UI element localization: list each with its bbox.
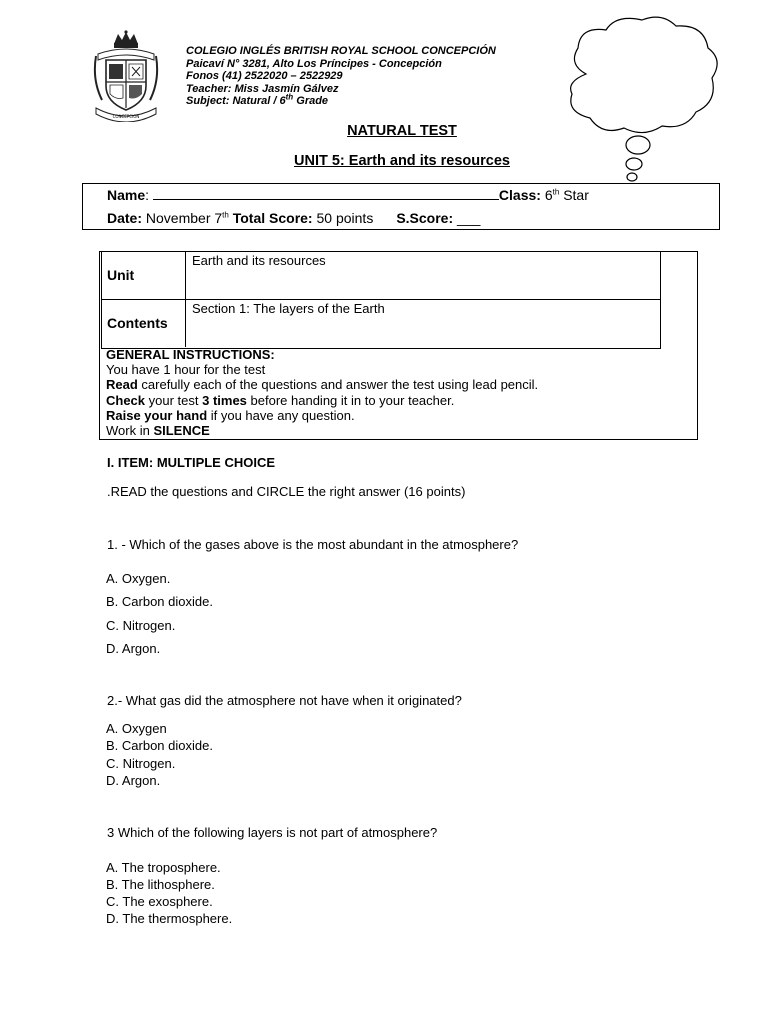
svg-text:CONCEPCION: CONCEPCION xyxy=(112,114,140,119)
q2-option-b[interactable]: B. Carbon dioxide. xyxy=(106,738,213,753)
q1-option-d[interactable]: D. Argon. xyxy=(106,641,161,656)
q1-option-c[interactable]: C. Nitrogen. xyxy=(106,618,176,633)
contents-label: Contents xyxy=(107,315,168,331)
instruction-raise-hand: Raise your hand if you have any question. xyxy=(106,407,355,423)
unit-table xyxy=(101,251,661,349)
general-instructions xyxy=(106,347,538,438)
name-class-line: Name: Class: 6th Star xyxy=(107,187,589,203)
instruction-time: You have 1 hour for the test xyxy=(106,362,266,378)
sscore-field[interactable]: ___ xyxy=(453,210,481,226)
unit-title: UNIT 5: Earth and its resources xyxy=(294,153,510,169)
school-crest-logo xyxy=(92,30,160,122)
date-label: Date: xyxy=(107,210,143,226)
q2-option-a[interactable]: A. Oxygen xyxy=(106,721,167,736)
q3-option-a[interactable]: A. The troposphere. xyxy=(106,860,221,875)
contents-row xyxy=(102,300,660,347)
q2-option-d[interactable]: D. Argon. xyxy=(106,773,161,788)
teacher-name: Teacher: Miss Jasmín Gálvez xyxy=(186,82,339,95)
total-score-value: 50 points xyxy=(312,210,374,226)
q2-option-c[interactable]: C. Nitrogen. xyxy=(106,756,176,771)
instruction-silence: Work in SILENCE xyxy=(106,423,210,439)
q1-option-b[interactable]: B. Carbon dioxide. xyxy=(106,594,213,609)
q3-option-c[interactable]: C. The exosphere. xyxy=(106,894,213,909)
total-score-label: Total Score: xyxy=(228,210,313,226)
q3-option-b[interactable]: B. The lithosphere. xyxy=(106,877,215,892)
contents-value: Section 1: The layers of the Earth xyxy=(192,301,385,316)
q1-option-a[interactable]: A. Oxygen. xyxy=(106,571,171,586)
test-title: NATURAL TEST xyxy=(347,123,457,139)
instructions-heading: GENERAL INSTRUCTIONS: xyxy=(106,347,275,362)
unit-value: Earth and its resources xyxy=(192,253,326,268)
sscore-label: S.Score: xyxy=(396,210,454,226)
question-2: 2.- What gas did the atmosphere not have when it originated? xyxy=(107,693,462,708)
school-info xyxy=(186,45,496,108)
name-field[interactable] xyxy=(153,199,499,200)
class-label: Class: xyxy=(498,187,541,203)
instruction-check: Check your test 3 times before handing it in to your teacher. xyxy=(106,392,455,408)
q3-option-d[interactable]: D. The thermosphere. xyxy=(106,911,233,926)
student-info-box xyxy=(82,183,720,230)
section-instruction: .READ the questions and CIRCLE the right answer (16 points) xyxy=(107,484,466,499)
unit-label: Unit xyxy=(107,267,135,283)
question-3: 3 Which of the following layers is not part of atmosphere? xyxy=(107,825,438,840)
subject-line: Subject: Natural / 6th Grade xyxy=(186,92,329,108)
school-phones: Fonos (41) 2522020 – 2522929 xyxy=(186,70,343,83)
date-score-line: Date: November 7th Total Score: 50 points S.Score: ___ xyxy=(107,210,481,226)
date-value: November 7 xyxy=(142,210,223,226)
instruction-read: Read carefully each of the questions and answer the test using lead pencil. xyxy=(106,377,539,393)
question-1: 1. - Which of the gases above is the most abundant in the atmosphere? xyxy=(107,537,519,552)
school-name: COLEGIO INGLÉS BRITISH ROYAL SCHOOL CONCEPCIÓN xyxy=(186,45,496,57)
unit-row xyxy=(102,252,660,300)
section-title: I. ITEM: MULTIPLE CHOICE xyxy=(107,455,276,470)
name-label: Name xyxy=(107,187,146,203)
school-address: Paicaví N° 3281, Alto Los Príncipes - Concepción xyxy=(186,57,442,70)
